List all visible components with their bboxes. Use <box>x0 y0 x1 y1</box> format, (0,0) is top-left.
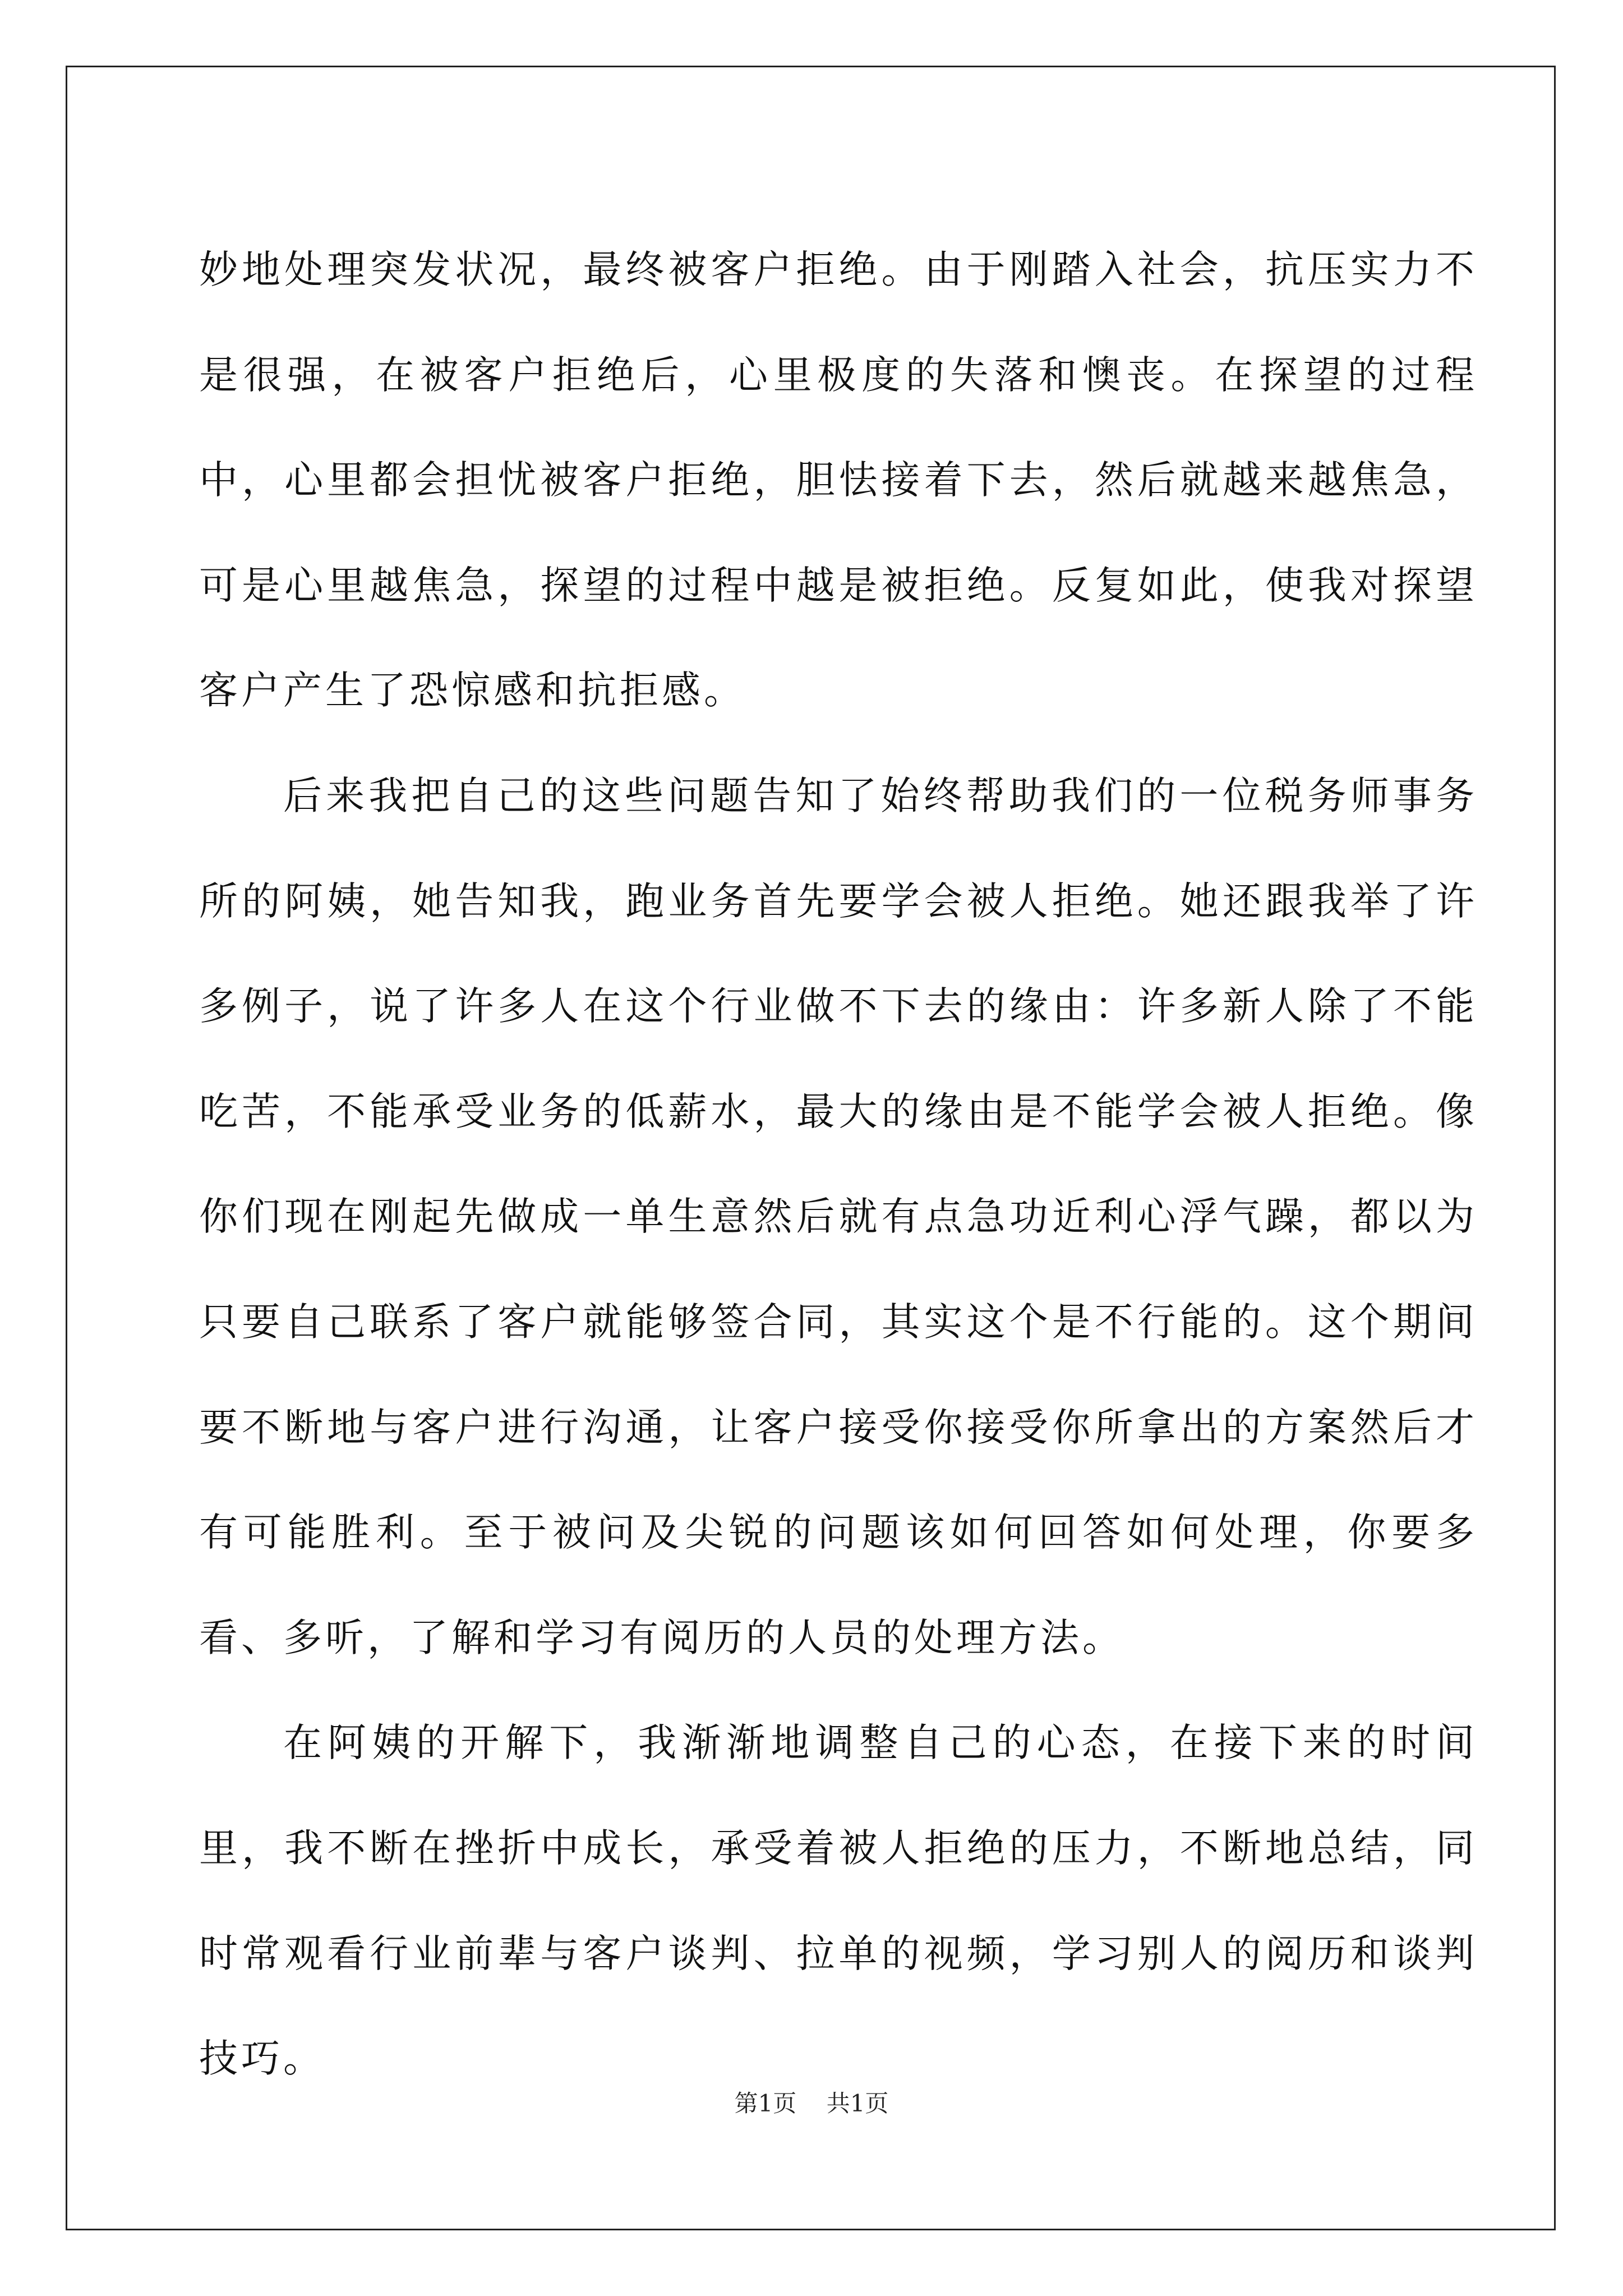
paragraph-3: 在阿姨的开解下，我渐渐地调整自己的心态，在接下来的时间里，我不断在挫折中成长，承受着被人拒绝的压力，不断地总结，同时常观看行业前辈与客户谈判、拉单的视频，学习别人的阅历和谈判技巧。 <box>199 1720 1478 2082</box>
document-body <box>199 218 1478 2112</box>
page-footer <box>0 2087 1623 2120</box>
paragraph-2: 后来我把自己的这些问题告知了始终帮助我们的一位税务师事务所的阿姨，她告知我，跑业务首先要学会被人拒绝。她还跟我举了许多例子，说了许多人在这个行业做不下去的缘由：许多新人除了不能吃苦，不能承受业务的低薪水，最大的缘由是不能学会被人拒绝。像你们现在刚起先做成一单生意然后就有点急功近利心浮气躁，都以为只要自己联系了客户就能够签合同，其实这个是不行能的。这个期间要不断地与客户进行沟通，让客户接受你接受你所拿出的方案然后才有可能胜利。至于被问及尖锐的问题该如何回答如何处理，你要多看、多听，了解和学习有阅历的人员的处理方法。 <box>199 773 1478 1660</box>
footer-gap <box>796 2090 826 2117</box>
paragraph-1: 妙地处理突发状况，最终被客户拒绝。由于刚踏入社会，抗压实力不是很强，在被客户拒绝后，心里极度的失落和懊丧。在探望的过程中，心里都会担忧被客户拒绝，胆怯接着下去，然后就越来越焦急，可是心里越焦急，探望的过程中越是被拒绝。反复如此，使我对探望客户产生了恐惊感和抗拒感。 <box>199 247 1478 714</box>
page-number-total: 共1页 <box>826 2090 889 2117</box>
page-number-current: 第1页 <box>734 2090 797 2117</box>
